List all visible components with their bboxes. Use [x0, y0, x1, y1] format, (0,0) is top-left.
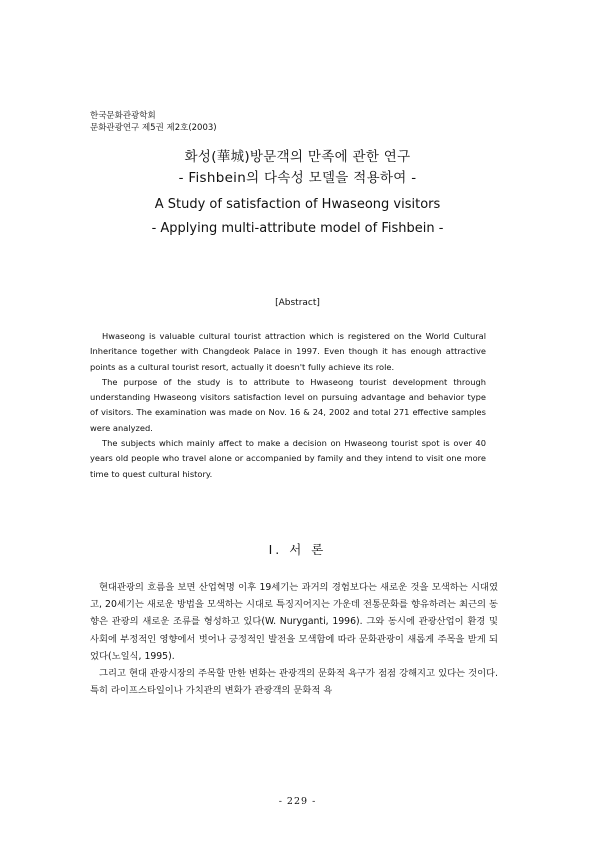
journal-header: [90, 110, 217, 134]
abstract-paragraph: The purpose of the study is to attribute to Hwaseong tourist development through understanding Hwaseong visitors satisfaction level on pursuing advantage and behavior type of visitors. The examination was made on Nov. 16 & 24, 2002 and total 271 effective samples were analyzed.: [90, 376, 486, 433]
page-number: - 229 -: [278, 796, 317, 807]
body-paragraph: 현대관광의 흐름을 보면 산업혁명 이후 19세기는 과거의 경험보다는 새로운 것을 모색하는 시대였고, 20세기는 새로운 방법을 모색하는 시대로 특징지어지는 가운데 전통문화를 향유하려는 최근의 동향은 관광의 새로운 조류를 형성하고 있다(W. Nuryganti, 1996). 그와 동시에 관광산업이 환경 및 사회에 부정적인 영향에서 벗어나 긍정적인 발전을 모색함에 따라 문화관광이 새롭게 주목을 받게 되었다(노일식, 1995).: [90, 582, 498, 662]
korean-title: 화성(華城)방문객의 만족에 관한 연구: [184, 149, 411, 165]
section-heading: Ⅰ. 서 론: [268, 542, 327, 557]
journal-citation: 문화관광연구 제5권 제2호(2003): [90, 123, 217, 133]
body-text: [90, 579, 498, 699]
body-paragraph: 그리고 현대 관광시장의 주목할 만한 변화는 관광객의 문화적 욕구가 점점 강해지고 있다는 것이다. 특히 라이프스타일이나 가치관의 변화가 관광객의 문화적 욕: [90, 668, 498, 697]
abstract-paragraph: The subjects which mainly affect to make a decision on Hwaseong tourist spot is over 40 years old people who travel alone or accompanied by family and they intend to visit one more time to quest cultural history.: [90, 438, 486, 479]
korean-subtitle: - Fishbein의 다속성 모델을 적용하여 -: [178, 170, 417, 186]
society-name: 한국문화관광학회: [90, 111, 156, 121]
abstract-heading: [Abstract]: [275, 298, 320, 308]
abstract-body: [90, 329, 486, 482]
abstract-paragraph: Hwaseong is valuable cultural tourist attraction which is registered on the World Cultural Inheritance together with Changdeok Palace in 1997. Even though it has enough attractive points as a cultural tourist resort, actually it doesn't fully achieve its role.: [90, 331, 486, 372]
english-subtitle: - Applying multi-attribute model of Fishbein -: [151, 221, 444, 236]
english-title: A Study of satisfaction of Hwaseong visitors: [154, 197, 441, 212]
title-block: [0, 147, 595, 241]
